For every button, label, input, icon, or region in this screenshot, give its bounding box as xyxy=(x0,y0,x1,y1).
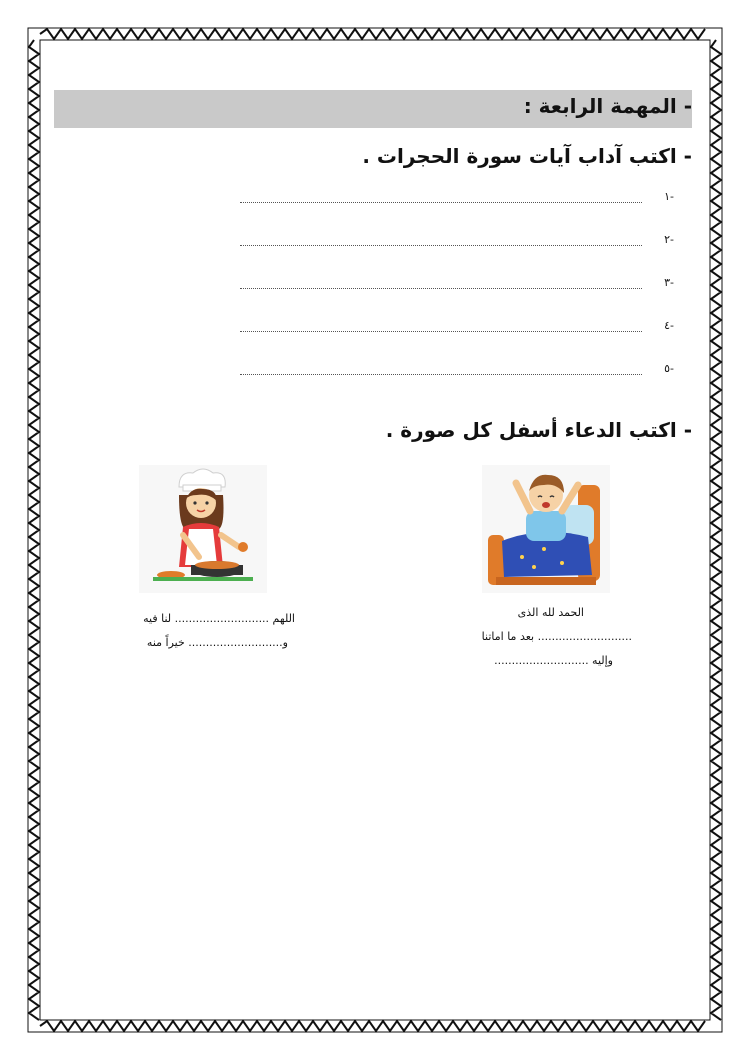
wake-dua-line-3[interactable]: وإليه ........................... xyxy=(494,654,613,667)
line-number: -١ xyxy=(664,190,674,203)
dotted-line xyxy=(240,288,642,289)
wake-dua-line-1: الحمد لله الذى xyxy=(517,606,584,619)
answer-line-5[interactable] xyxy=(240,362,674,380)
answer-line-1[interactable] xyxy=(240,190,674,208)
eat-dua-line-2[interactable]: و........................... خيراً منه xyxy=(146,636,288,649)
task-2-heading: - اكتب الدعاء أسفل كل صورة . xyxy=(385,418,692,442)
line-number: -٥ xyxy=(664,362,674,375)
dotted-line xyxy=(240,374,642,375)
line-number: -٢ xyxy=(664,233,674,246)
wake-dua-line-2[interactable]: ........................... بعد ما اماتنا xyxy=(481,630,632,643)
boy-waking-up-image xyxy=(482,465,610,593)
dotted-line xyxy=(240,245,642,246)
answer-line-2[interactable] xyxy=(240,233,674,251)
woman-cooking-image xyxy=(139,465,267,593)
zigzag-border-path xyxy=(29,29,721,1031)
line-number: -٤ xyxy=(664,319,674,332)
section-title: - المهمة الرابعة : xyxy=(523,94,692,118)
task-1-heading: - اكتب آداب آيات سورة الحجرات . xyxy=(362,144,692,168)
dotted-line xyxy=(240,331,642,332)
line-number: -٣ xyxy=(664,276,674,289)
dotted-line xyxy=(240,202,642,203)
eat-dua-line-1[interactable]: اللهم ........................... لنا فيه xyxy=(143,612,295,625)
answer-line-4[interactable] xyxy=(240,319,674,337)
answer-line-3[interactable] xyxy=(240,276,674,294)
